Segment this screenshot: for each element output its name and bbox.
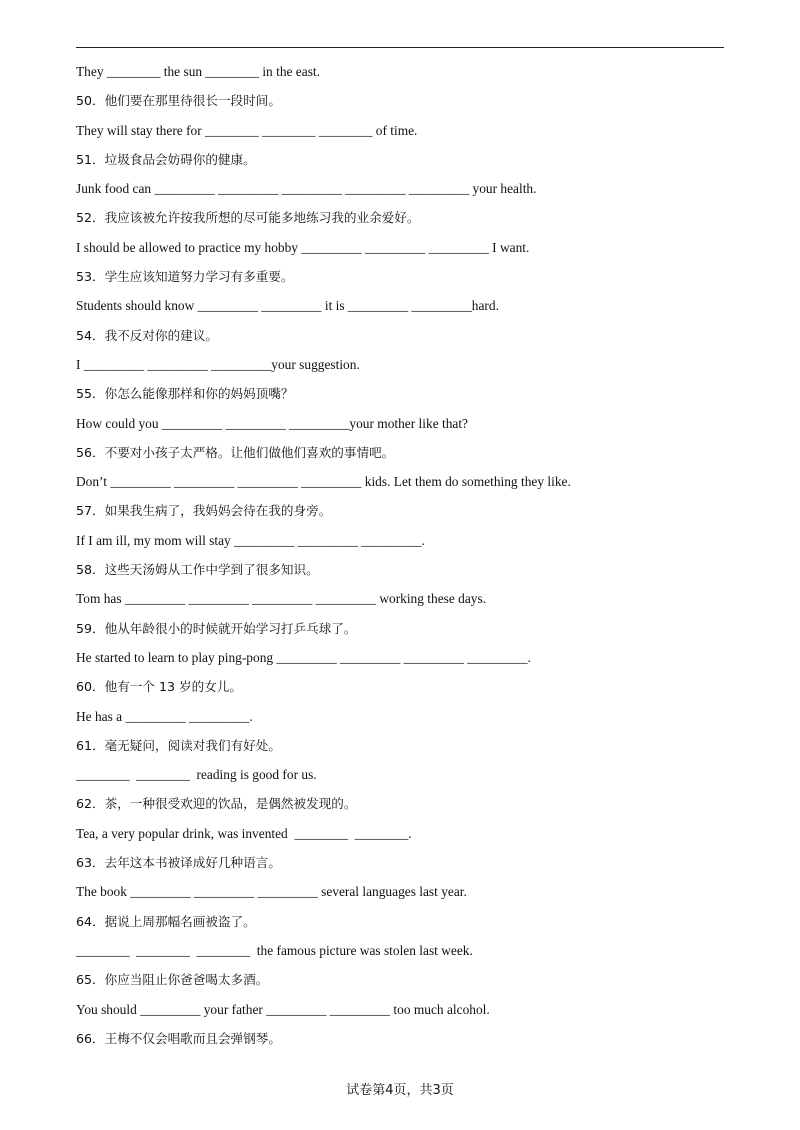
exercise-prompt: 57．如果我生病了，我妈妈会待在我的身旁。: [76, 503, 332, 519]
exercise-line: You should _________ your father _________ _________ too much alcohol.: [76, 1001, 490, 1017]
exercise-prompt: 65．你应当阻止你爸爸喝太多酒。: [76, 972, 269, 988]
exercise-prompt: 53．学生应该知道努力学习有多重要。: [76, 269, 294, 285]
exercise-line: Junk food can _________ _________ _________ _________ _________ your health.: [76, 181, 537, 197]
exercise-prompt: 59．他从年龄很小的时候就开始学习打乒乓球了。: [76, 620, 357, 636]
exercise-line: Tom has _________ _________ _________ _________ working these days.: [76, 591, 487, 607]
exercise-prompt: 55．你怎么能像那样和你的妈妈顶嘴？: [76, 386, 294, 402]
exercise-line: Tea, a very popular drink, was invented ________ ________.: [76, 825, 412, 841]
exercise-prompt: 56．不要对小孩子太严格。让他们做他们喜欢的事情吧。: [76, 444, 395, 460]
exercise-line: ________ ________ reading is good for us.: [76, 767, 317, 783]
exercise-line: Don’t _________ _________ _________ _________ kids. Let them do something they like.: [76, 474, 571, 490]
exercise-line: I _________ _________ _________your suggestion.: [76, 356, 360, 372]
exercise-line: I should be allowed to practice my hobby _________ _________ _________ I want.: [76, 239, 530, 255]
exercise-prompt: 61．毫无疑问，阅读对我们有好处。: [76, 737, 281, 753]
header-rule: [76, 47, 724, 48]
exercise-prompt: 51．垃圾食品会妨碍你的健康。: [76, 151, 256, 167]
exercise-prompt: 54．我不反对你的建议。: [76, 327, 218, 343]
exercise-line: ________ ________ ________ the famous picture was stolen last week.: [76, 942, 473, 958]
exercise-prompt: 62．茶，一种很受欢迎的饮品，是偶然被发现的。: [76, 796, 357, 812]
exercise-line: The book _________ _________ _________ several languages last year.: [76, 884, 467, 900]
exercise-prompt: 50．他们要在那里待很长一段时间。: [76, 93, 281, 109]
exercise-line: How could you _________ _________ _________your mother like that?: [76, 415, 469, 431]
exercise-prompt: 58．这些天汤姆从工作中学到了很多知识。: [76, 562, 319, 578]
exercise-line: They will stay there for ________ ________ ________ of time.: [76, 122, 418, 138]
exercise-prompt: 66．王梅不仅会唱歌而且会弹钢琴。: [76, 1030, 281, 1046]
exercise-prompt: 64．据说上周那幅名画被盗了。: [76, 913, 256, 929]
exercise-prompt: 63．去年这本书被译成好几种语言。: [76, 855, 281, 871]
exercise-line: He has a _________ _________.: [76, 708, 253, 724]
page-footer: 试卷第4页，共3页: [346, 1083, 454, 1098]
exercise-prompt: 60．他有一个 13 岁的女儿。: [76, 679, 242, 695]
exercise-prompt: 52．我应该被允许按我所想的尽可能多地练习我的业余爱好。: [76, 210, 420, 226]
exercise-line: He started to learn to play ping-pong _________ _________ _________ _________.: [76, 649, 531, 665]
exercise-line: Students should know _________ _________ it is _________ _________hard.: [76, 298, 499, 314]
exercise-line: If I am ill, my mom will stay _________ _________ _________.: [76, 532, 425, 548]
exercise-list: [76, 60, 724, 1056]
exercise-line: They ________ the sun ________ in the east.: [76, 64, 320, 79]
